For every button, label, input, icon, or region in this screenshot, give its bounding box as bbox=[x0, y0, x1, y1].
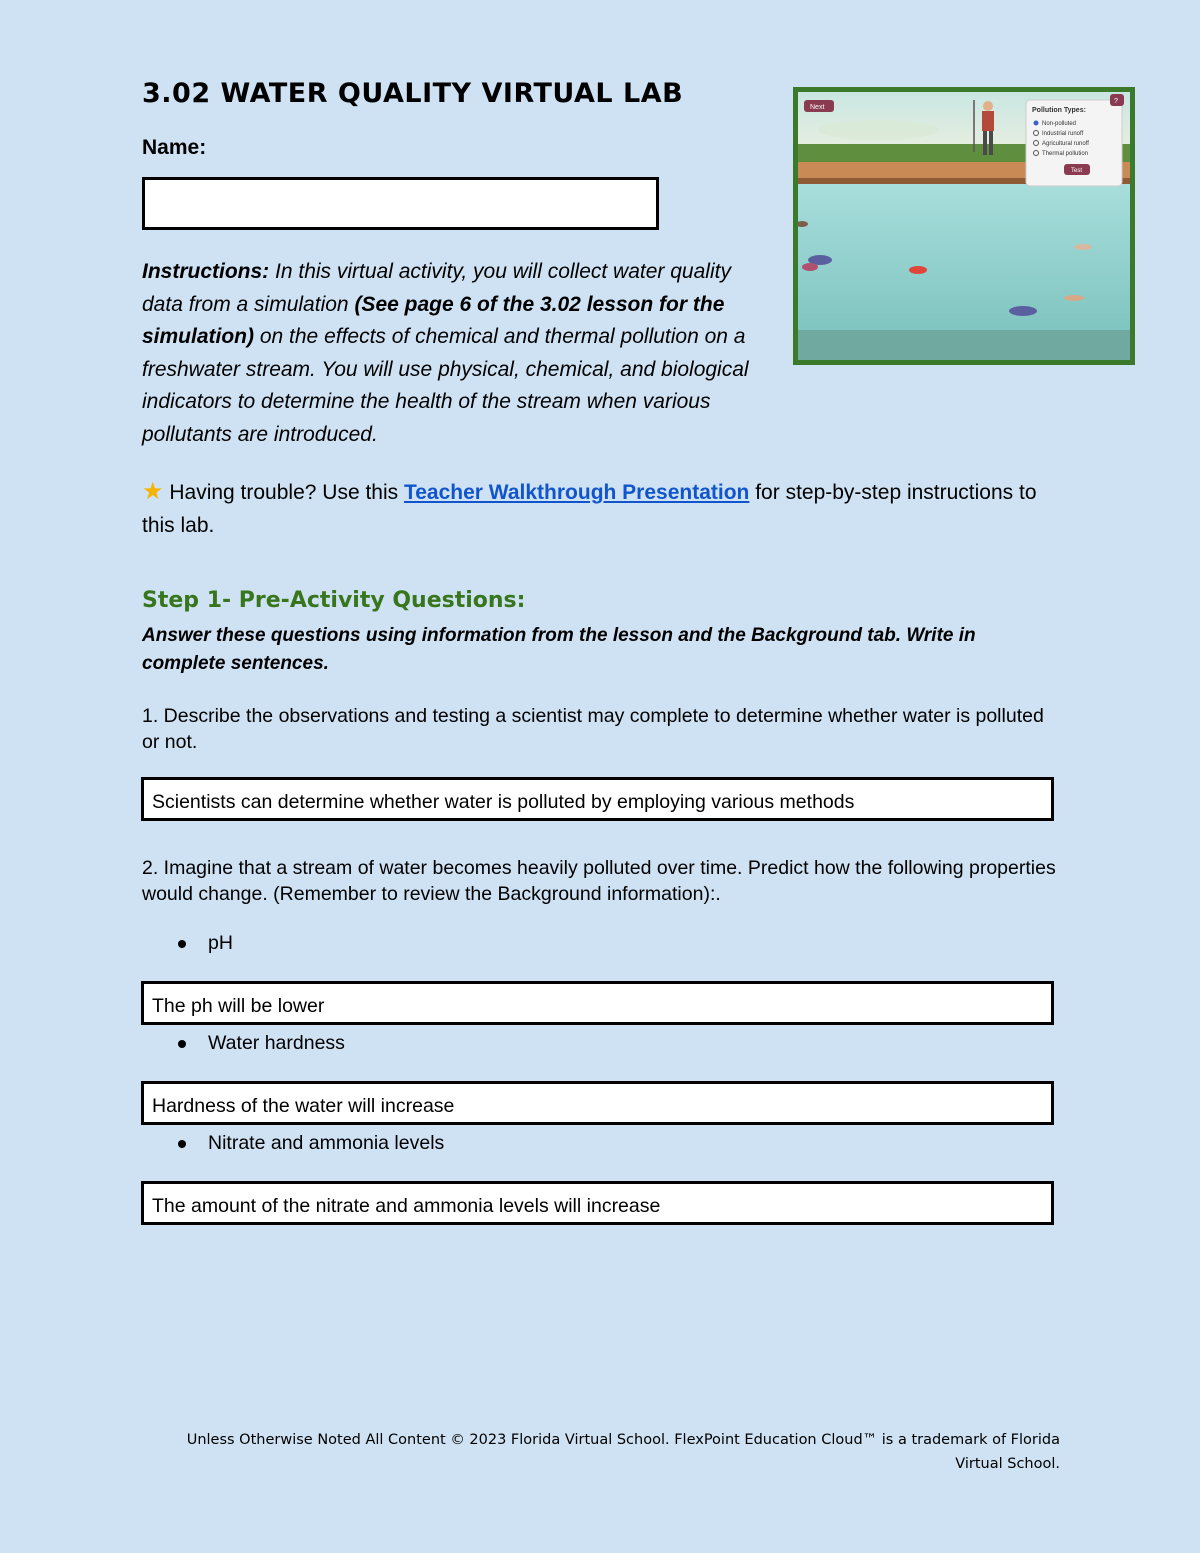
help-line bbox=[142, 476, 1042, 542]
instructions-bold: (See page 6 of the 3.02 lesson for the simulation) bbox=[142, 292, 725, 349]
panel-title: Pollution Types: bbox=[1032, 107, 1086, 114]
bullet-dot-icon bbox=[178, 1140, 186, 1148]
bullet-dot-icon bbox=[178, 940, 186, 948]
name-field[interactable] bbox=[142, 177, 659, 230]
answer-nitrate-field[interactable]: The amount of the nitrate and ammonia levels will increase bbox=[141, 1181, 1054, 1225]
step1-instruction: Answer these questions using information from the lesson and the Background tab. Write in complete sentences. bbox=[142, 625, 976, 674]
sim-help-label: ? bbox=[1114, 98, 1118, 105]
radio-non-polluted[interactable] bbox=[1034, 121, 1039, 126]
help-prefix: Having trouble? Use this bbox=[163, 481, 404, 504]
instructions-paragraph bbox=[142, 256, 1062, 452]
option-label: Thermal pollution bbox=[1042, 151, 1089, 157]
question-1: 1. Describe the observations and testing a scientist may complete to determine whether water is polluted or not. bbox=[142, 705, 1044, 753]
help-suffix: for step-by-step instructions to this lab. bbox=[142, 481, 1037, 537]
instructions-part1: In this virtual activity, you will collect water quality data from a simulation bbox=[142, 260, 731, 316]
answer-hardness-field[interactable]: Hardness of the water will increase bbox=[141, 1081, 1054, 1125]
option-label: Industrial runoff bbox=[1042, 131, 1084, 137]
option-label: Non-polluted bbox=[1042, 121, 1077, 127]
teacher-walkthrough-link[interactable]: Teacher Walkthrough Presentation bbox=[403, 481, 750, 504]
star-icon: ★ bbox=[142, 478, 164, 505]
instructions-part2: on the effects of chemical and thermal pollution on a freshwater stream. You will use physical, chemical, and biological indicators to determine the health of the stream when various pollutants are introduced. bbox=[142, 325, 749, 446]
instructions-label: Instructions: bbox=[142, 260, 270, 283]
bullet-label: Water hardness bbox=[208, 1032, 345, 1054]
sim-test-label: Test bbox=[1071, 168, 1083, 174]
page-title: 3.02 WATER QUALITY VIRTUAL LAB bbox=[142, 78, 684, 109]
question-2: 2. Imagine that a stream of water becomes heavily polluted over time. Predict how the following properties would change. (Remember to review the Background information):. bbox=[142, 857, 1056, 905]
instructions-text bbox=[142, 256, 752, 452]
bullet-label: Nitrate and ammonia levels bbox=[208, 1132, 445, 1154]
bullet-dot-icon bbox=[178, 1040, 186, 1048]
name-label: Name: bbox=[142, 136, 207, 159]
step1-heading: Step 1- Pre-Activity Questions: bbox=[142, 588, 526, 613]
sim-next-label: Next bbox=[810, 104, 825, 111]
bullet-nitrate bbox=[178, 1132, 444, 1155]
copyright-footer: Unless Otherwise Noted All Content © 2023 Florida Virtual School. FlexPoint Education Cloud™ is a trademark of Florida Virtual School. bbox=[186, 1432, 1060, 1472]
bullet-ph bbox=[178, 932, 233, 955]
pollution-types-panel bbox=[1026, 100, 1122, 186]
answer-1-field[interactable]: Scientists can determine whether water is polluted by employing various methods bbox=[141, 777, 1054, 821]
bullet-label: pH bbox=[208, 932, 233, 954]
answer-ph-field[interactable]: The ph will be lower bbox=[141, 981, 1054, 1025]
bullet-hardness bbox=[178, 1032, 345, 1055]
option-label: Agricultural runoff bbox=[1042, 141, 1089, 147]
